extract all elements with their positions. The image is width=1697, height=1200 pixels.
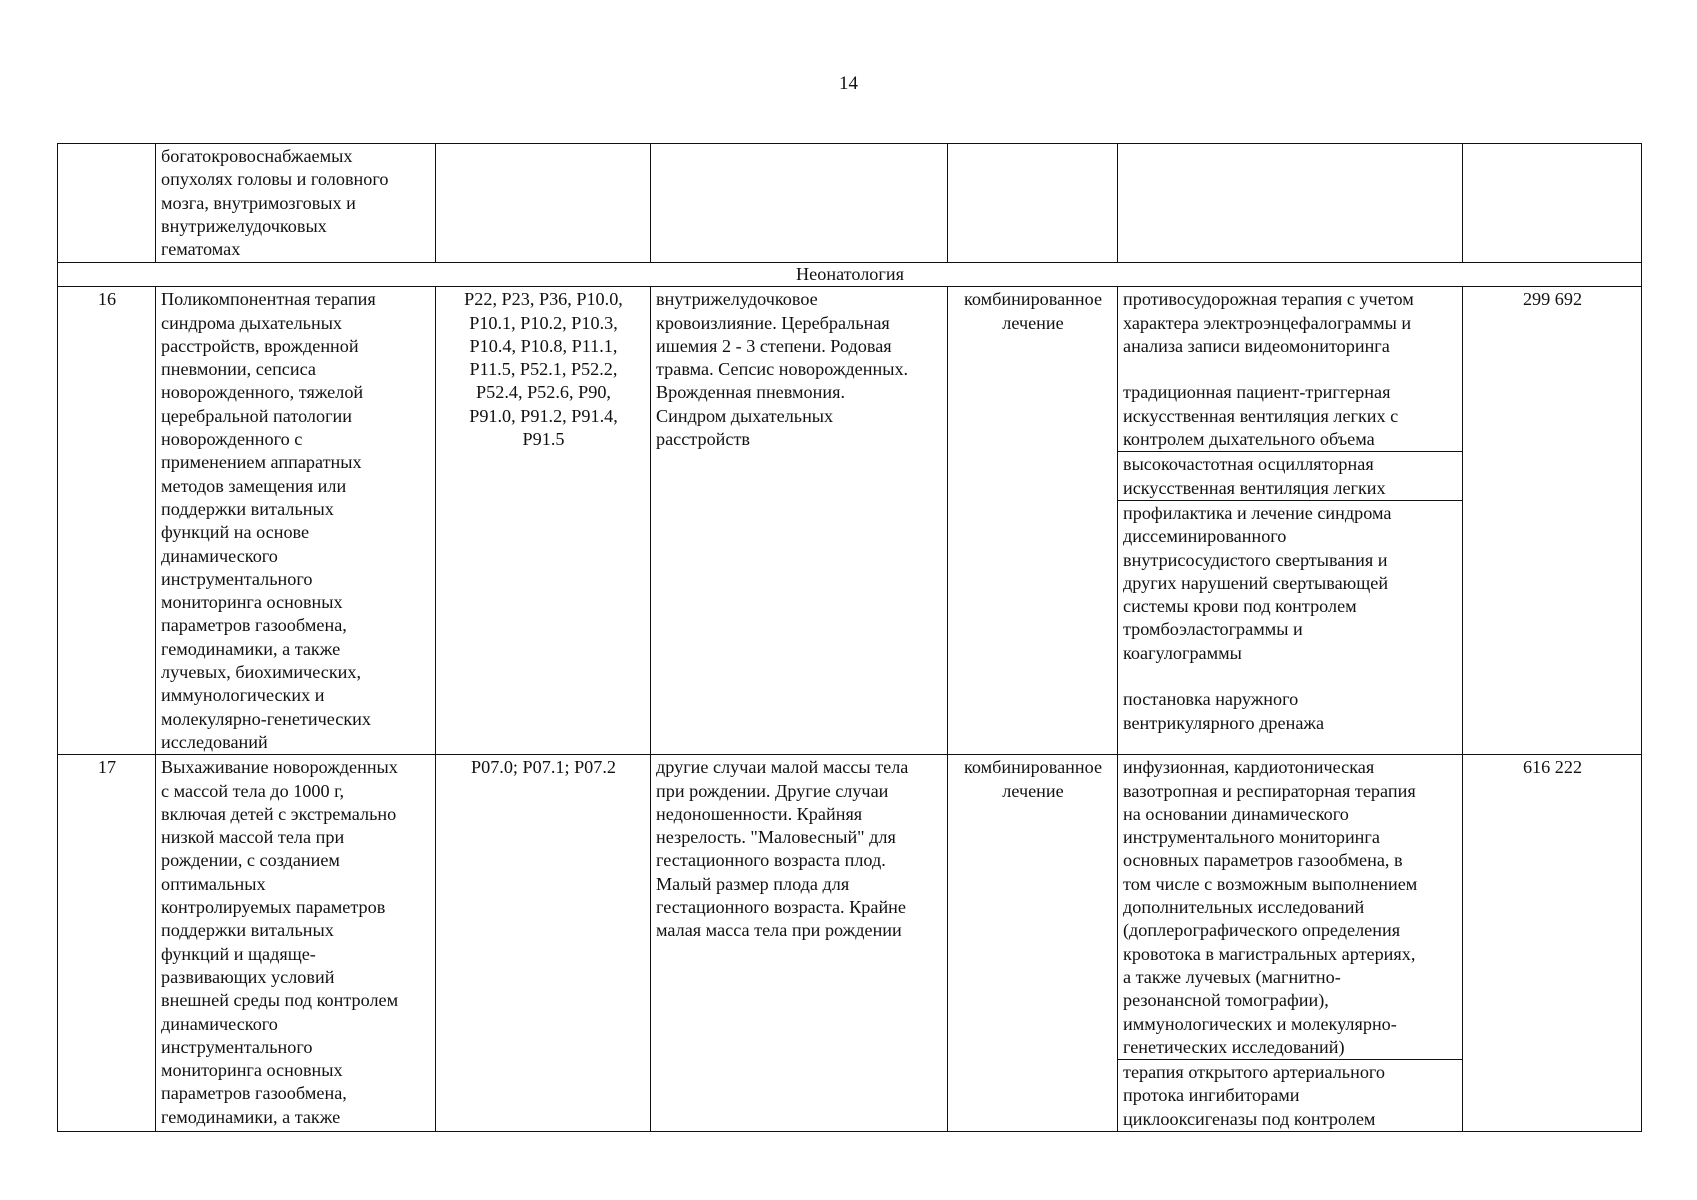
section-title: Неонатология: [58, 263, 1642, 287]
text-line: Малый размер плода для: [656, 873, 850, 894]
method-subcell: [1118, 755, 1462, 1060]
row-number: 16: [58, 287, 156, 755]
text-line: Синдром дыхательных: [656, 405, 834, 426]
text-line: системы крови под контролем: [1123, 596, 1357, 617]
text-line: терапия открытого артериального: [1123, 1062, 1386, 1083]
text-line: новорожденного, тяжелой: [161, 382, 364, 403]
method-subcell: [1118, 1060, 1462, 1131]
text-line: гестационного возраста. Крайне: [656, 897, 906, 918]
text-line: исследований: [161, 731, 268, 752]
continuation-cost-cell: [1463, 144, 1642, 263]
text-line: коагулограммы: [1123, 642, 1242, 663]
text-line: динамического: [161, 1013, 278, 1034]
text-line: поддержки витальных: [161, 920, 334, 941]
text-line: комбинированное: [963, 757, 1103, 778]
text-line: противосудорожная терапия с учетом: [1123, 289, 1414, 310]
text-line: протока ингибиторами: [1123, 1085, 1300, 1106]
row-treatment-cell: [948, 755, 1118, 1132]
text-line: P91.0, P91.2, P91.4,: [469, 405, 618, 426]
text-line: лечение: [1002, 780, 1064, 801]
text-line: P22, P23, P36, P10.0,: [464, 289, 623, 310]
row-name-cell: [156, 287, 436, 755]
row-codes-cell: [436, 755, 651, 1132]
text-line: параметров газообмена,: [161, 1083, 347, 1104]
text-line: применением аппаратных: [161, 452, 362, 473]
text-line: P07.0; P07.1; P07.2: [470, 757, 617, 778]
text-line: P10.1, P10.2, P10.3,: [469, 312, 618, 333]
text-line: молекулярно-генетических: [161, 708, 371, 729]
continuation-codes-cell: [436, 144, 651, 263]
text-line: поддержки витальных: [161, 498, 334, 519]
text-line: гематомах: [161, 239, 241, 260]
table-row: [58, 755, 1642, 1132]
text-line: комбинированное: [963, 289, 1103, 310]
section-row: [58, 263, 1642, 287]
text-line: рождении, с созданием: [161, 850, 340, 871]
text-line: P52.4, P52.6, P90,: [476, 382, 611, 403]
text-line: при рождении. Другие случаи: [656, 780, 889, 801]
text-line: иммунологических и молекулярно-: [1123, 1013, 1397, 1034]
text-line: Врожденная пневмония.: [656, 382, 846, 403]
paragraph-gap: [1123, 665, 1458, 688]
text-line: генетических исследований): [1123, 1036, 1345, 1057]
table-row: [58, 287, 1642, 755]
text-line: с массой тела до 1000 г,: [161, 780, 345, 801]
text-line: опухолях головы и головного: [161, 169, 389, 190]
services-table: [57, 143, 1642, 1132]
text-line: P10.4, P10.8, P11.1,: [469, 335, 618, 356]
text-line: гестационного возраста плод.: [656, 850, 886, 871]
text-line: инфузионная, кардиотоническая: [1123, 757, 1375, 778]
text-line: синдрома дыхательных: [161, 312, 343, 333]
row-treatment-cell: [948, 287, 1118, 755]
text-line: травма. Сепсис новорожденных.: [656, 359, 909, 380]
text-line: P91.5: [522, 429, 565, 450]
text-line: искусственная вентиляция легких: [1123, 477, 1386, 498]
row-number: 17: [58, 755, 156, 1132]
row-name-cell: [156, 755, 436, 1132]
text-line: вазотропная и респираторная терапия: [1123, 780, 1416, 801]
text-line: анализа записи видеомониторинга: [1123, 335, 1390, 356]
text-line: том числе с возможным выполнением: [1123, 873, 1418, 894]
text-line: расстройств, врожденной: [161, 335, 359, 356]
row-model-cell: [651, 287, 948, 755]
page-number: 14: [839, 73, 858, 94]
continuation-method-cell: [1118, 144, 1463, 263]
text-line: P11.5, P52.1, P52.2,: [469, 359, 618, 380]
continuation-model-cell: [651, 144, 948, 263]
row-cost: 299 692: [1463, 287, 1642, 755]
text-line: внутрижелудочковых: [161, 215, 327, 236]
text-line: кровоизлияние. Церебральная: [656, 312, 890, 333]
continuation-treatment-cell: [948, 144, 1118, 263]
text-line: на основании динамического: [1123, 803, 1349, 824]
text-line: расстройств: [656, 429, 751, 450]
text-line: искусственная вентиляция легких с: [1123, 405, 1399, 426]
text-line: малая масса тела при рождении: [656, 920, 902, 941]
text-line: профилактика и лечение синдрома: [1123, 502, 1392, 523]
text-line: постановка наружного: [1123, 689, 1299, 710]
text-line: динамического: [161, 545, 278, 566]
row-codes-cell: [436, 287, 651, 755]
text-line: инструментального: [161, 568, 313, 589]
method-subcell: [1118, 452, 1462, 501]
text-line: пневмонии, сепсиса: [161, 359, 316, 380]
text-line: новорожденного с: [161, 429, 303, 450]
text-line: кровотока в магистральных артериях,: [1123, 943, 1416, 964]
text-line: основных параметров газообмена, в: [1123, 850, 1403, 871]
text-line: методов замещения или: [161, 475, 347, 496]
text-line: характера электроэнцефалограммы и: [1123, 312, 1412, 333]
text-line: вентрикулярного дренажа: [1123, 712, 1325, 733]
row-methods-cell: [1118, 755, 1463, 1132]
text-line: контролируемых параметров: [161, 897, 386, 918]
text-line: Выхаживание новорожденных: [161, 757, 398, 778]
method-subcell: [1118, 501, 1462, 735]
paragraph-gap: [1123, 358, 1458, 381]
row-cost: 616 222: [1463, 755, 1642, 1132]
text-line: оптимальных: [161, 873, 266, 894]
row-model-cell: [651, 755, 948, 1132]
text-line: ишемия 2 - 3 степени. Родовая: [656, 335, 892, 356]
continuation-row: [58, 144, 1642, 263]
text-line: гемодинамики, а также: [161, 1106, 341, 1127]
text-line: внутрижелудочковое: [656, 289, 818, 310]
text-line: традиционная пациент-триггерная: [1123, 382, 1391, 403]
text-line: циклооксигеназы под контролем: [1123, 1108, 1376, 1129]
text-line: тромбоэластограммы и: [1123, 619, 1303, 640]
text-line: а также лучевых (магнитно-: [1123, 966, 1341, 987]
text-line: внешней среды под контролем: [161, 990, 399, 1011]
text-line: низкой массой тела при: [161, 827, 345, 848]
text-line: функций и щадяще-: [161, 943, 316, 964]
text-line: незрелость. "Маловесный" для: [656, 827, 896, 848]
text-line: лучевых, биохимических,: [161, 662, 362, 683]
text-line: других нарушений свертывающей: [1123, 572, 1389, 593]
continuation-name-cell: [156, 144, 436, 263]
text-line: лечение: [1002, 312, 1064, 333]
text-line: внутрисосудистого свертывания и: [1123, 549, 1388, 570]
text-line: контролем дыхательного объема: [1123, 429, 1375, 450]
text-line: церебральной патологии: [161, 405, 353, 426]
text-line: другие случаи малой массы тела: [656, 757, 909, 778]
text-line: инструментального мониторинга: [1123, 827, 1380, 848]
row-methods-cell: [1118, 287, 1463, 755]
text-line: высокочастотная осцилляторная: [1123, 454, 1374, 475]
text-line: дополнительных исследований: [1123, 897, 1365, 918]
continuation-number-cell: [58, 144, 156, 263]
text-line: мониторинга основных: [161, 592, 343, 613]
text-line: Поликомпонентная терапия: [161, 289, 376, 310]
text-line: включая детей с экстремально: [161, 803, 397, 824]
text-line: мониторинга основных: [161, 1060, 343, 1081]
text-line: недоношенности. Крайняя: [656, 803, 863, 824]
text-line: резонансной томографии),: [1123, 990, 1329, 1011]
text-line: (доплерографического определения: [1123, 920, 1401, 941]
method-subcell: [1118, 287, 1462, 452]
text-line: параметров газообмена,: [161, 615, 347, 636]
text-line: гемодинамики, а также: [161, 638, 341, 659]
text-line: мозга, внутримозговых и: [161, 192, 356, 213]
text-line: иммунологических и: [161, 685, 325, 706]
text-line: диссеминированного: [1123, 526, 1287, 547]
text-line: богатокровоснабжаемых: [161, 146, 353, 166]
text-line: развивающих условий: [161, 966, 335, 987]
text-line: функций на основе: [161, 522, 310, 543]
text-line: инструментального: [161, 1036, 313, 1057]
